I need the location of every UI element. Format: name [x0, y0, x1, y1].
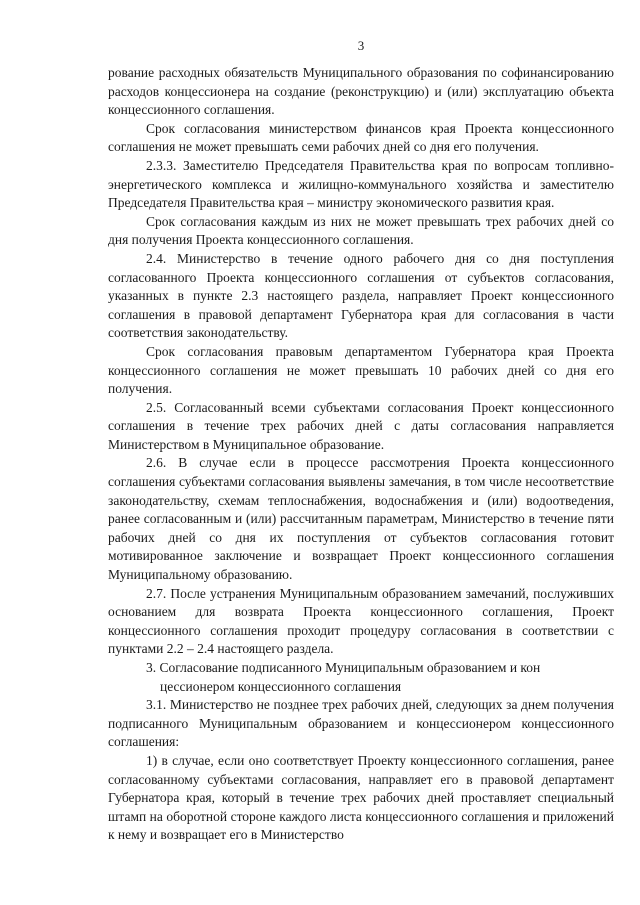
- paragraph: 2.5. Согласованный всеми субъектами согласования Проект концессионного соглашения в течение трех рабочих дней с даты согласования направляется Министерством в Муниципальное образование.: [108, 399, 614, 452]
- paragraph: Срок согласования правовым департаментом Губернатора края Проекта концессионного соглашения не может превышать 10 рабочих дней со дня его получения.: [108, 343, 614, 397]
- paragraph: Срок согласования министерством финансов края Проекта концессионного соглашения не может превышать семи рабочих дней со дня его получения.: [108, 120, 614, 155]
- paragraph: рование расходных обязательств Муниципального образования по софинансированию расходов концессионера на создание (реконструкцию) и (или) эксплуатацию объекта концессионного соглашения.: [108, 65, 614, 118]
- paragraph: 1) в случае, если оно соответствует Проекту концессионного соглашения, ранее согласованному субъектами согласования, направляет его в правовой департамент Губернатора края, который в течение трех рабочих дней проставляет специальный штамп на оборотной стороне каждого листа концессионного соглашения и приложений к нему и возвращает его в Министерство: [108, 752, 614, 843]
- paragraph: 2.6. В случае если в процессе рассмотрения Проекта концессионного соглашения субъектами согласования выявлены замечания, в том числе несоответствие законодательству, схемам теплоснабжения, водоснабжения и (или) водоотведения, ранее согласованным и (или) рассчитанным параметрам, Министерство в течение пяти рабочих дней со дня их поступления от субъектов согласования готовит мотивированное заключение и возвращает Проект концессионного соглашения Муниципальному образованию.: [108, 455, 614, 583]
- paragraph: 2.3.3. Заместителю Председателя Правительства края по вопросам топливно-энергетического комплекса и жилищно-коммунального хозяйства и заместителю Председателя Правительства края – министру экономического развития края.: [108, 157, 614, 211]
- section-heading-line-1: 3. Согласование подписанного Муниципальным образованием и кон: [146, 660, 541, 675]
- section-heading-line-2: цессионером концессионного соглашения: [160, 678, 402, 694]
- paragraph: 2.4. Министерство в течение одного рабочего дня со дня поступления согласованного Проекта концессионного соглашения от субъектов согласования, указанных в пункте 2.3 настоящего раздела, направляет Проект концессионного соглашения в правовой департамент Губернатора края для согласования в части соответствия законодательству.: [108, 250, 614, 341]
- page-number: 3: [357, 38, 365, 53]
- paragraph: 3.1. Министерство не позднее трех рабочих дней, следующих за днем получения подписанного Муниципальным образованием и концессионером концессионного соглашения:: [108, 697, 614, 750]
- document-body: [108, 64, 614, 845]
- paragraph: Срок согласования каждым из них не может превышать трех рабочих дней со дня получения Проекта концессионного соглашения.: [108, 213, 614, 248]
- paragraph: 2.7. После устранения Муниципальным образованием замечаний, послуживших основанием для возврата Проекта концессионного соглашения, Проект концессионного соглашения проходит процедуру согласования в соответствии с пунктами 2.2 – 2.4 настоящего раздела.: [108, 585, 614, 657]
- section-heading: [108, 659, 614, 696]
